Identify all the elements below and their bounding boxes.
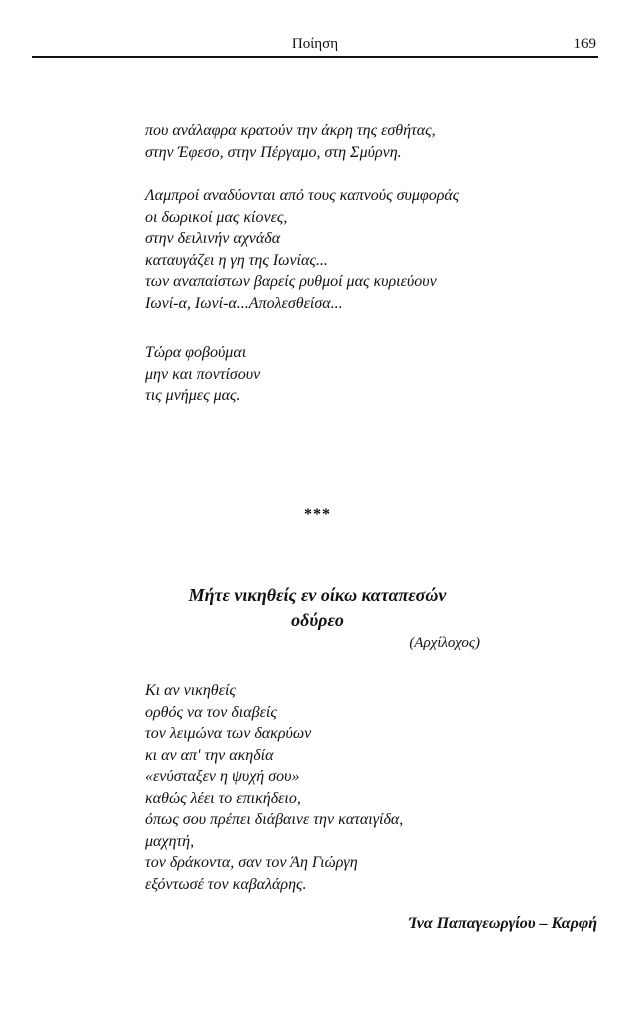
poem-line: όπως σου πρέπει διάβαινε την καταιγίδα, (145, 811, 404, 828)
page-number: 169 (573, 36, 596, 52)
poem2-body (145, 680, 403, 895)
poem-line: που ανάλαφρα κρατούν την άκρη της εσθήτας, (145, 122, 436, 139)
poem-line: Τώρα φοβούμαι (145, 344, 247, 361)
poem-line: μαχητή, (145, 832, 195, 850)
poem-line: Κι αν νικηθείς (145, 682, 236, 699)
poem-line: τον λειμώνα των δακρύων (145, 725, 312, 742)
poem-line: Λαμπροί αναδύονται από τους καπνούς συμφοράς (145, 187, 460, 204)
poem-line: εξόντωσέ τον καβαλάρης. (145, 875, 307, 893)
poem-line: καθώς λέει το επικήδειο, (145, 789, 301, 807)
poem-line: «ενύσταξεν η ψυχή σου» (145, 768, 300, 785)
poem-line: τις μνήμες μας. (145, 387, 241, 404)
poem-line: των αναπαίστων βαρείς ρυθμοί μας κυριεύουν (145, 273, 437, 290)
author-signature: Ίνα Παπαγεωργίου – Καρφή (408, 915, 597, 932)
poem-title (0, 583, 635, 633)
poem-line: τον δράκοντα, σαν τον Άη Γιώργη (145, 854, 358, 871)
poem-title-line-2: οδύρεο (291, 610, 344, 630)
poem1-stanza-2 (145, 185, 459, 314)
poem-line: οι δωρικοί μας κίονες, (145, 208, 288, 226)
poem-line: στην Έφεσο, στην Πέργαμο, στη Σμύρνη. (145, 143, 402, 161)
poem-line: ορθός να τον διαβείς (145, 703, 277, 721)
section-separator: *** (304, 506, 331, 523)
poem-line: στην δειλινήν αχνάδα (145, 230, 281, 247)
running-header (32, 34, 598, 58)
poem1-stanza-3 (145, 342, 260, 407)
epigraph-source: (Αρχίλοχος) (409, 635, 480, 651)
poem-line: Ιωνί-α, Ιωνί-α...Απολεσθείσα... (145, 294, 343, 312)
poem1-stanza-1 (145, 120, 436, 163)
poem-title-line-1: Μήτε νικηθείς εν οίκω καταπεσών (188, 585, 447, 605)
section-title: Ποίηση (291, 36, 339, 52)
poem-line: καταυγάζει η γη της Ιωνίας... (145, 251, 328, 269)
poem-line: κι αν απ' την ακηδία (145, 746, 274, 764)
poem-line: μην και ποντίσουν (145, 365, 261, 383)
